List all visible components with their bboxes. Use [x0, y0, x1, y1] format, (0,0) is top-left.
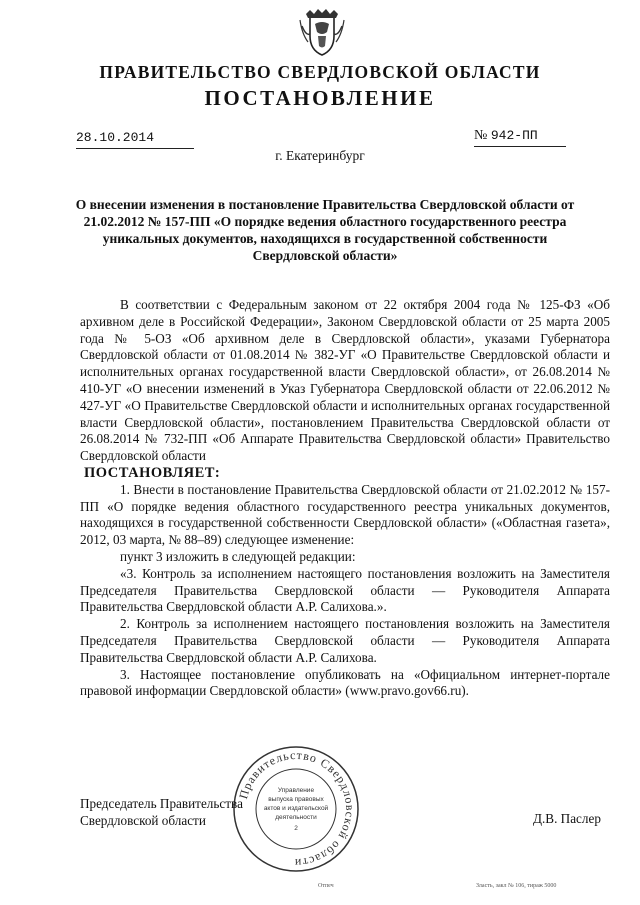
stamp-line-2: выпуска правовых: [268, 796, 324, 803]
document-title: О внесении изменения в постановление Правительства Свердловской области от 21.02.2012 № 157-ПП «О порядке ведения областного государственного реестра уникальных документов, находящихся в государственной собственности Свердловской области»: [75, 197, 575, 263]
stamp-line-5: 2: [294, 825, 298, 832]
number-prefix: №: [474, 128, 488, 143]
stamp-ring-text: Правительство Свердловской области: [236, 747, 358, 871]
signatory-position-line-2: Свердловской области: [80, 813, 206, 828]
signatory-name: Д.В. Паслер: [533, 811, 601, 826]
number-underline: [474, 146, 566, 147]
item-3: 3. Настоящее постановление опубликовать на «Официальном интернет-портале правовой информации Свердловской области» (www.pravo.gov66.ru).: [80, 666, 610, 699]
signatory-position: [80, 795, 243, 829]
signatory-position-line-1: Председатель Правительства: [80, 796, 243, 811]
footer-left: Отпеч: [318, 883, 334, 889]
city: г. Екатеринбург: [275, 148, 365, 163]
stamp-line-3: актов и издательской: [263, 805, 329, 812]
resolves-heading: ПОСТАНОВЛЯЕТ:: [84, 464, 221, 481]
item-2: 2. Контроль за исполнением настоящего постановления возложить на Заместителя Председателя Правительства Свердловской области — Руководителя Аппарата Правительства Свердловской области А.Р. Салихова.: [80, 616, 610, 665]
preamble: В соответствии с Федеральным законом от 22 октября 2004 года № 125-ФЗ «Об архивном деле в Российской Федерации», Законом Свердловской области от 25 марта 2005 года № 5-ОЗ «Об архивном деле в Свердловской области», указами Губернатора Свердловской области от 01.08.2014 № 382-УГ «О Правительстве Свердловской области и исполнительных органах государственной власти Свердловской области», от 26.08.2014 № 410-УГ «О внесении изменений в Указ Губернатора Свердловской области от 22.06.2012 № 427-УГ «О Правительстве Свердловской области и исполнительных органах государственной власти Свердловской области», постановлением Правительства Свердловской области от 26.08.2014 № 732-ПП «Об Аппарате Правительства Свердловской области» Правительство Свердловской области: [80, 297, 610, 464]
decree-number: [474, 128, 538, 144]
coat-of-arms-icon: [296, 6, 348, 58]
stamp-line-4: деятельности: [275, 814, 317, 821]
document-body: [80, 297, 610, 700]
footer-right: Зласть, закл № 106, тираж 5000: [476, 883, 557, 889]
item-1: 1. Внести в постановление Правительства Свердловской области от 21.02.2012 № 157-ПП «О порядке ведения областного государственного реестра уникальных документов, находящихся в государственной собственности Свердловской области» («Областная газета», 2012, 03 марта, № 88–89) следующее изменение:: [80, 481, 610, 548]
item-1-subclause: пункт 3 изложить в следующей редакции:: [120, 548, 356, 564]
government-name: ПРАВИТЕЛЬСТВО СВЕРДЛОВСКОЙ ОБЛАСТИ: [99, 62, 541, 82]
decree-date: 28.10.2014: [76, 130, 155, 145]
stamp-line-1: Управление: [277, 787, 315, 794]
official-stamp: [231, 744, 361, 874]
document-type: ПОСТАНОВЛЕНИЕ: [204, 86, 436, 110]
item-1-quote: «3. Контроль за исполнением настоящего постановления возложить на Заместителя Председателя Правительства Свердловской области — Руководителя Аппарата Правительства Свердловской области А.Р. Салихова.».: [80, 565, 610, 615]
number-value: 942-ПП: [490, 128, 538, 143]
